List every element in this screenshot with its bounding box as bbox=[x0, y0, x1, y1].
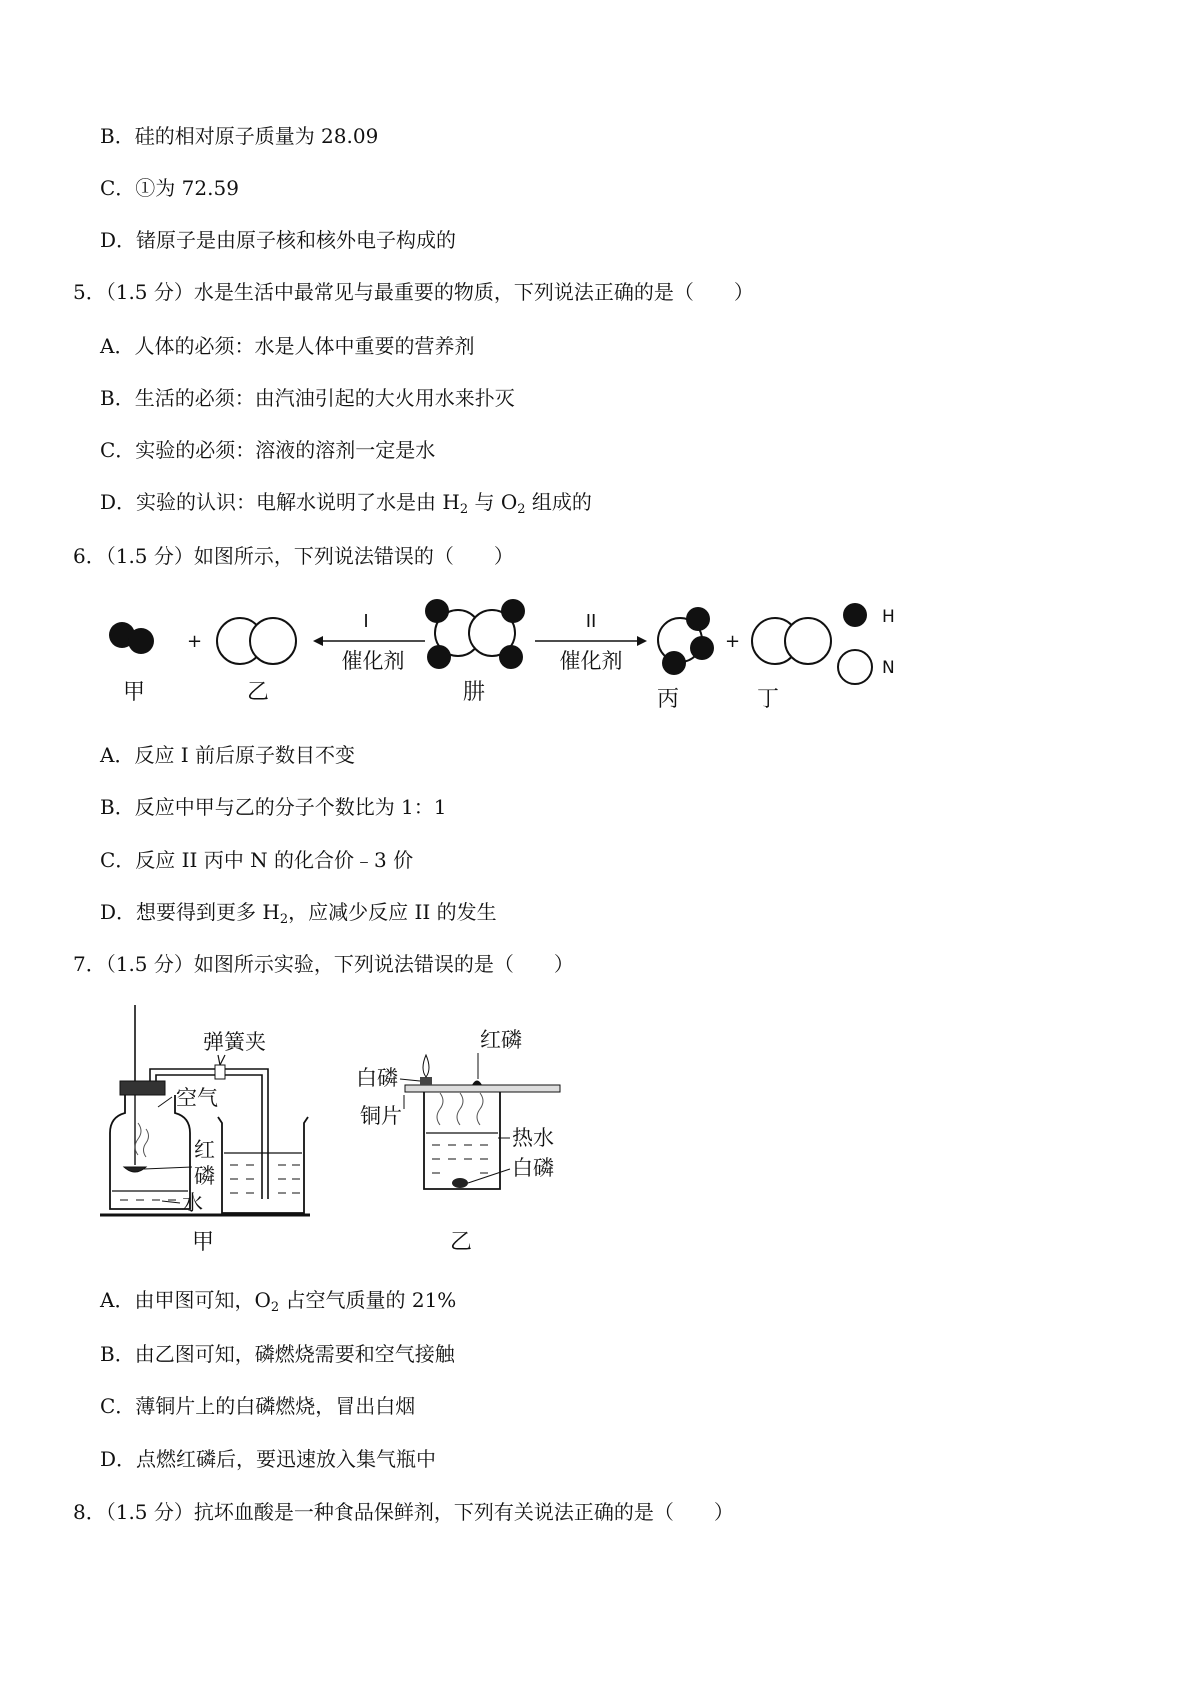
arrow-ii-head bbox=[637, 636, 647, 646]
q7-stem: 7．（1.5 分）如图所示实验，下列说法错误的是（ ） bbox=[73, 952, 574, 976]
legend-h-atom bbox=[843, 603, 867, 627]
hot-water-label: 热水 bbox=[512, 1126, 554, 1150]
air-label: 空气 bbox=[176, 1086, 218, 1110]
q6-option-b: B．反应中甲与乙的分子个数比为 1：1 bbox=[100, 795, 447, 819]
arrow-i-head bbox=[313, 636, 323, 646]
n-atom bbox=[250, 618, 296, 664]
steam bbox=[477, 1093, 483, 1125]
legend-n-label: N bbox=[882, 658, 895, 678]
h-atom bbox=[690, 636, 714, 660]
q4-option-c: C．①为 72.59 bbox=[100, 176, 239, 200]
white-p-top-pointer bbox=[400, 1079, 420, 1081]
h-atom bbox=[425, 599, 449, 623]
q5-option-d: D．实验的认识：电解水说明了水是由 $H_2$ 与 $O_2$ 组成的 bbox=[100, 490, 592, 517]
white-p-bottom-pointer bbox=[468, 1169, 510, 1183]
white-phosphorus-on-plate bbox=[420, 1077, 432, 1085]
gas-bottle bbox=[110, 1095, 190, 1209]
h-atom bbox=[128, 628, 154, 654]
legend-h-label: H bbox=[882, 607, 895, 627]
flame bbox=[423, 1055, 429, 1077]
q6-stem: 6．（1.5 分）如图所示，下列说法错误的（ ） bbox=[73, 544, 514, 568]
hot-water-dashes bbox=[432, 1145, 488, 1173]
spring-clip-label: 弹簧夹 bbox=[203, 1030, 266, 1054]
red-p-label-1: 红 bbox=[194, 1138, 215, 1162]
arrow-i-top-label: I bbox=[363, 611, 369, 632]
q6-option-c: C．反应 II 丙中 N 的化合价﹣3 价 bbox=[100, 848, 414, 872]
arrow-ii-bottom-label: 催化剂 bbox=[559, 649, 623, 673]
white-p-top-label: 白磷 bbox=[356, 1066, 398, 1090]
red-p-label-2: 磷 bbox=[194, 1164, 215, 1188]
label-jia: 甲 bbox=[192, 1230, 215, 1255]
white-phosphorus-in-water bbox=[452, 1178, 468, 1188]
q7-option-b: B．由乙图可知，磷燃烧需要和空气接触 bbox=[100, 1342, 455, 1366]
combustion-spoon bbox=[124, 1167, 146, 1172]
label-yi: 乙 bbox=[247, 680, 270, 705]
plus-sign: + bbox=[187, 631, 203, 652]
spring-clip-handle bbox=[220, 1055, 225, 1065]
water-label: 水 bbox=[182, 1191, 203, 1215]
legend-n-atom bbox=[838, 650, 872, 684]
steam bbox=[437, 1093, 443, 1125]
reaction-diagram bbox=[95, 585, 995, 720]
label-jia: 甲 bbox=[123, 680, 146, 705]
arrow-ii-top-label: II bbox=[585, 611, 597, 632]
h-atom bbox=[427, 645, 451, 669]
h-atom bbox=[501, 599, 525, 623]
spring-clip-handle bbox=[218, 1055, 220, 1065]
q5-option-b: B．生活的必须：由汽油引起的大火用水来扑灭 bbox=[100, 386, 515, 410]
water-pointer bbox=[162, 1201, 180, 1203]
red-p-pointer bbox=[144, 1167, 192, 1169]
steam bbox=[457, 1093, 463, 1125]
bottle-stopper bbox=[120, 1081, 165, 1095]
h-atom bbox=[499, 645, 523, 669]
q5-stem: 5．（1.5 分）水是生活中最常见与最重要的物质，下列说法正确的是（ ） bbox=[73, 280, 754, 304]
q6-option-d: D．想要得到更多 $H_2$，应减少反应 II 的发生 bbox=[100, 900, 497, 927]
label-jing: 肼 bbox=[463, 680, 486, 705]
q5-option-a: A．人体的必须：水是人体中重要的营养剂 bbox=[100, 334, 475, 358]
q8-stem: 8．（1.5 分）抗坏血酸是一种食品保鲜剂，下列有关说法正确的是（ ） bbox=[73, 1500, 734, 1524]
smoke bbox=[135, 1123, 141, 1155]
copper-plate bbox=[405, 1085, 560, 1092]
q4-option-d: D．锗原子是由原子核和核外电子构成的 bbox=[100, 228, 457, 252]
beaker-water-dashes bbox=[230, 1165, 300, 1193]
q5-option-c: C．实验的必须：溶液的溶剂一定是水 bbox=[100, 438, 436, 462]
red-phosphorus-on-plate bbox=[472, 1081, 482, 1086]
q7-option-c: C．薄铜片上的白磷燃烧，冒出白烟 bbox=[100, 1394, 416, 1418]
spring-clip bbox=[215, 1065, 225, 1079]
n-atom bbox=[785, 618, 831, 664]
label-ding: 丁 bbox=[757, 687, 780, 712]
q6-option-a: A．反应 I 前后原子数目不变 bbox=[100, 743, 356, 767]
plus-sign: + bbox=[725, 631, 741, 652]
copper-label: 铜片 bbox=[360, 1104, 402, 1128]
h-atom bbox=[662, 651, 686, 675]
smoke bbox=[144, 1129, 149, 1157]
air-pointer bbox=[158, 1097, 172, 1107]
label-yi: 乙 bbox=[450, 1230, 473, 1255]
h-atom bbox=[686, 607, 710, 631]
arrow-i-bottom-label: 催化剂 bbox=[341, 649, 405, 673]
experiment-diagram bbox=[100, 1005, 620, 1255]
white-p-bottom-label: 白磷 bbox=[512, 1156, 554, 1180]
q7-option-a: A．由甲图可知，$O_2$ 占空气质量的 21% bbox=[100, 1288, 457, 1315]
red-p-label: 红磷 bbox=[480, 1028, 522, 1052]
q7-option-d: D．点燃红磷后，要迅速放入集气瓶中 bbox=[100, 1447, 437, 1471]
q4-option-b: B．硅的相对原子质量为 28.09 bbox=[100, 124, 379, 148]
label-bing: 丙 bbox=[657, 687, 680, 712]
